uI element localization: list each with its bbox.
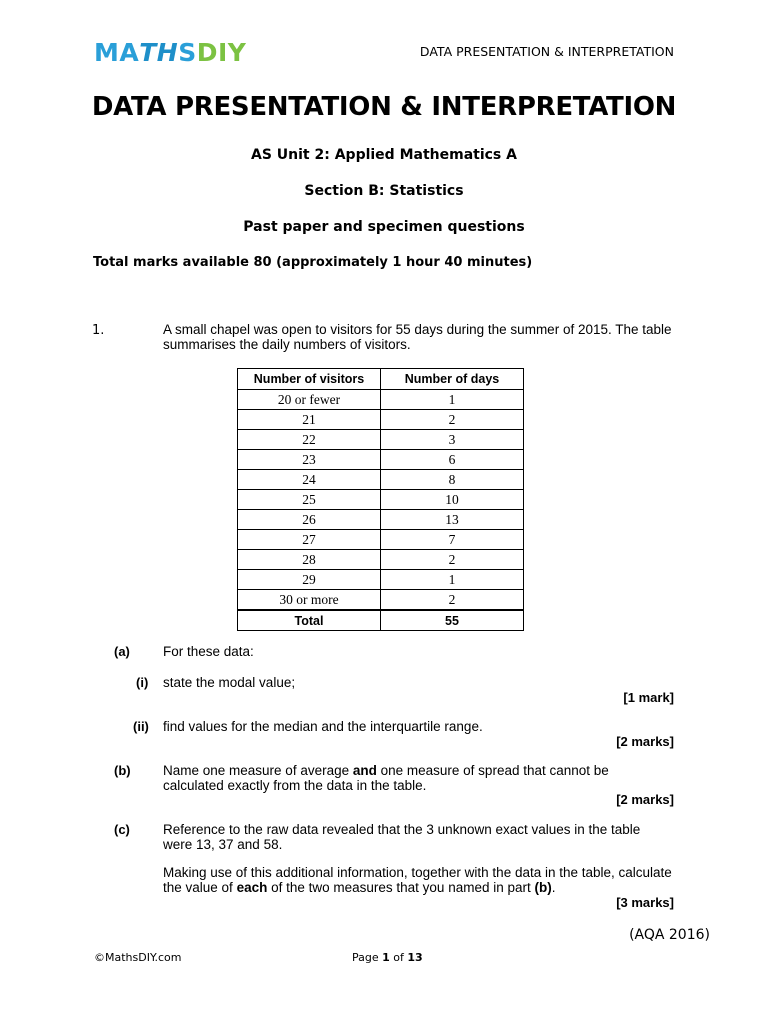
question-intro: A small chapel was open to visitors for 55 days during the summer of 2015. The table summarises the daily numbers of visitors.: [163, 322, 672, 352]
table-row: [238, 390, 524, 410]
table-cell: 20 or fewer: [238, 390, 381, 410]
table-cell: 1: [381, 570, 524, 590]
table-total-row: [238, 610, 524, 631]
mathsdiy-logo: MATHSDIY: [94, 38, 247, 67]
table-header-row: [238, 369, 524, 390]
part-a-label: (a): [114, 644, 130, 659]
part-ai-marks: [1 mark]: [623, 690, 674, 705]
table-row: [238, 550, 524, 570]
footer-page-number: Page 1 of 13: [352, 951, 423, 964]
part-c-text-1: Reference to the raw data revealed that the 3 unknown exact values in the table were 13, 37 and 58.: [163, 822, 641, 852]
table-cell: 30 or more: [238, 590, 381, 611]
table-cell: 3: [381, 430, 524, 450]
table-cell: 29: [238, 570, 381, 590]
table-cell: 1: [381, 390, 524, 410]
table-row: [238, 510, 524, 530]
section-subtitle: Section B: Statistics: [304, 183, 464, 199]
footer-copyright: ©MathsDIY.com: [94, 951, 182, 964]
table-row: [238, 410, 524, 430]
part-ai-label: (i): [136, 675, 149, 690]
part-ai-text: state the modal value;: [163, 675, 296, 690]
running-header-title: DATA PRESENTATION & INTERPRETATION: [419, 44, 674, 59]
table-cell: 21: [238, 410, 381, 430]
table-row: [238, 570, 524, 590]
part-c-label: (c): [114, 822, 130, 837]
unit-subtitle: AS Unit 2: Applied Mathematics A: [251, 147, 517, 163]
table-row: [238, 590, 524, 611]
table-cell: 28: [238, 550, 381, 570]
table-row: [238, 530, 524, 550]
table-cell: 7: [381, 530, 524, 550]
table-header-days: Number of days: [381, 369, 524, 390]
table-cell: 10: [381, 490, 524, 510]
table-cell: 2: [381, 590, 524, 611]
table-cell: 6: [381, 450, 524, 470]
total-label: Total: [238, 610, 381, 631]
part-aii-marks: [2 marks]: [616, 734, 674, 749]
part-c-marks: [3 marks]: [616, 895, 674, 910]
part-b-marks: [2 marks]: [616, 792, 674, 807]
page-title: DATA PRESENTATION & INTERPRETATION: [91, 92, 677, 122]
table-row: [238, 450, 524, 470]
table-row: [238, 430, 524, 450]
table-cell: 2: [381, 550, 524, 570]
part-aii-text: find values for the median and the interquartile range.: [163, 719, 483, 734]
total-marks-note: Total marks available 80 (approximately 1 hour 40 minutes): [93, 255, 533, 270]
visitors-table: [237, 368, 524, 631]
table-cell: 22: [238, 430, 381, 450]
table-cell: 26: [238, 510, 381, 530]
table-cell: 2: [381, 410, 524, 430]
table-cell: 13: [381, 510, 524, 530]
question-number: 1.: [92, 323, 105, 338]
part-b-text: Name one measure of average and one measure of spread that cannot be calculated exactly from the data in the table.: [163, 763, 609, 793]
table-cell: 23: [238, 450, 381, 470]
part-aii-label: (ii): [133, 719, 149, 734]
table-row: [238, 490, 524, 510]
paper-subtitle: Past paper and specimen questions: [243, 219, 525, 235]
part-b-label: (b): [114, 763, 131, 778]
table-cell: 27: [238, 530, 381, 550]
part-c-text-2: Making use of this additional information, together with the data in the table, calculate the value of each of the two measures that you named in part (b).: [163, 865, 672, 895]
table-cell: 25: [238, 490, 381, 510]
total-value: 55: [381, 610, 524, 631]
part-a-text: For these data:: [163, 644, 254, 659]
source-reference: (AQA 2016): [629, 927, 710, 943]
table-cell: 24: [238, 470, 381, 490]
table-row: [238, 470, 524, 490]
table-header-visitors: Number of visitors: [238, 369, 381, 390]
table-cell: 8: [381, 470, 524, 490]
